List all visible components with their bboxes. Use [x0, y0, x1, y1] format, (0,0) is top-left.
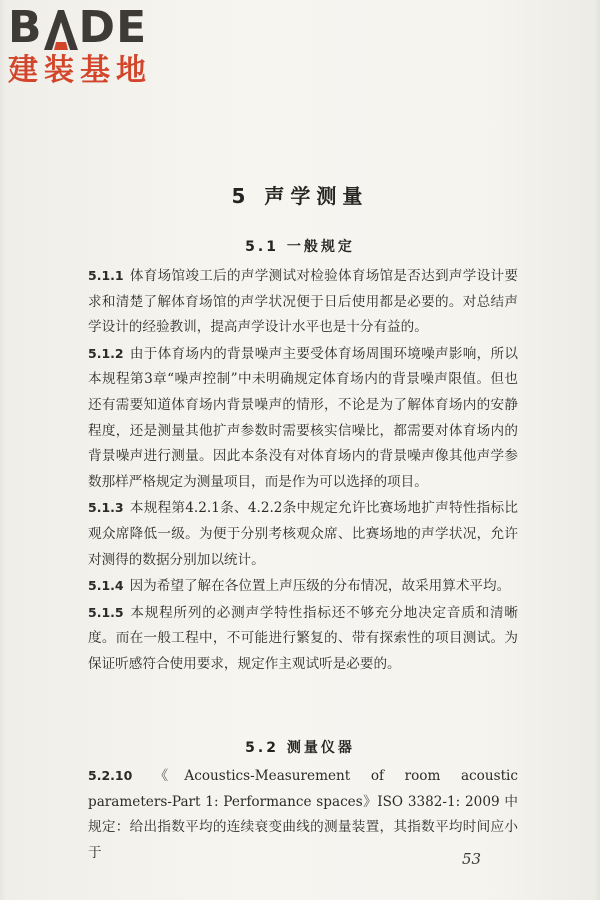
clause [88, 573, 518, 600]
section-title: 5.1 一般规定 [245, 239, 355, 255]
clause [88, 263, 518, 341]
section-body [88, 763, 518, 866]
clause [88, 600, 518, 678]
clause-text: 本规程第4.2.1条、4.2.2条中规定允许比赛场地扩声特性指标比观众席降低一级。为便于分别考核观众席、比赛场地的声学状况，允许对测得的数据分别加以统计。 [88, 500, 518, 568]
clause-text: 因为希望了解在各位置上声压级的分布情况，故采用算术平均。 [129, 578, 511, 595]
page-number: 53 [462, 850, 482, 868]
clause-text: 本规程所列的必测声学特性指标还不够充分地决定音质和清晰度。而在一般工程中，不可能进行繁复的、带有探索性的项目测试。为保证听感符合使用要求，规定作主观试听是必要的。 [88, 604, 518, 672]
clause-number: 5.1.1 [88, 268, 124, 283]
clause [88, 495, 518, 573]
clause-text: 体育场馆竣工后的声学测试对检验体育场馆是否达到声学设计要求和清楚了解体育场馆的声学状况便于日后使用都是必要的。对总结声学设计的经验教训，提高声学设计水平也是十分有益的。 [88, 268, 518, 336]
page-shadow-right [594, 0, 600, 900]
clause-text: 《Acoustics-Measurement of room acoustic parameters-Part 1: Performance spaces》ISO 3382-1: 2009 中规定：给出指数平均的连续衰变曲线的测量装置，其指数平均时间应小于 [88, 768, 518, 861]
clause [88, 763, 518, 866]
logo-letter-b: B [8, 2, 43, 53]
logo-a-mark-icon [44, 10, 78, 50]
logo-subtitle: 建装基地 [8, 53, 152, 88]
chapter-title: 5 声学测量 [231, 184, 369, 208]
clause [88, 341, 518, 496]
logo-letters-de: DE [78, 2, 148, 53]
page-shadow-left [0, 0, 6, 900]
bade-logo [8, 2, 178, 88]
clause-text: 由于体育场内的背景噪声主要受体育场周围环境噪声影响，所以本规程第3章“噪声控制”中未明确规定体育场内的背景噪声限值。但也还有需要知道体育场内背景噪声的情形，不论是为了解体育场内的安静程度，还是测量其他扩声参数时需要核实信噪比，都需要对体育场内的背景噪声进行测量。因此本条没有对体育场内的背景噪声像其他声学参数那样严格规定为测量项目，而是作为可以选择的项目。 [88, 345, 518, 490]
section-body [88, 263, 518, 678]
clause-number: 5.2.10 [88, 768, 133, 783]
clause-number: 5.1.2 [88, 345, 124, 361]
logo-wordmark [8, 2, 178, 53]
section-title: 5.2 测量仪器 [245, 740, 355, 756]
clause-number: 5.1.4 [88, 578, 124, 594]
clause-number: 5.1.5 [88, 604, 124, 620]
clause-number: 5.1.3 [88, 500, 124, 516]
